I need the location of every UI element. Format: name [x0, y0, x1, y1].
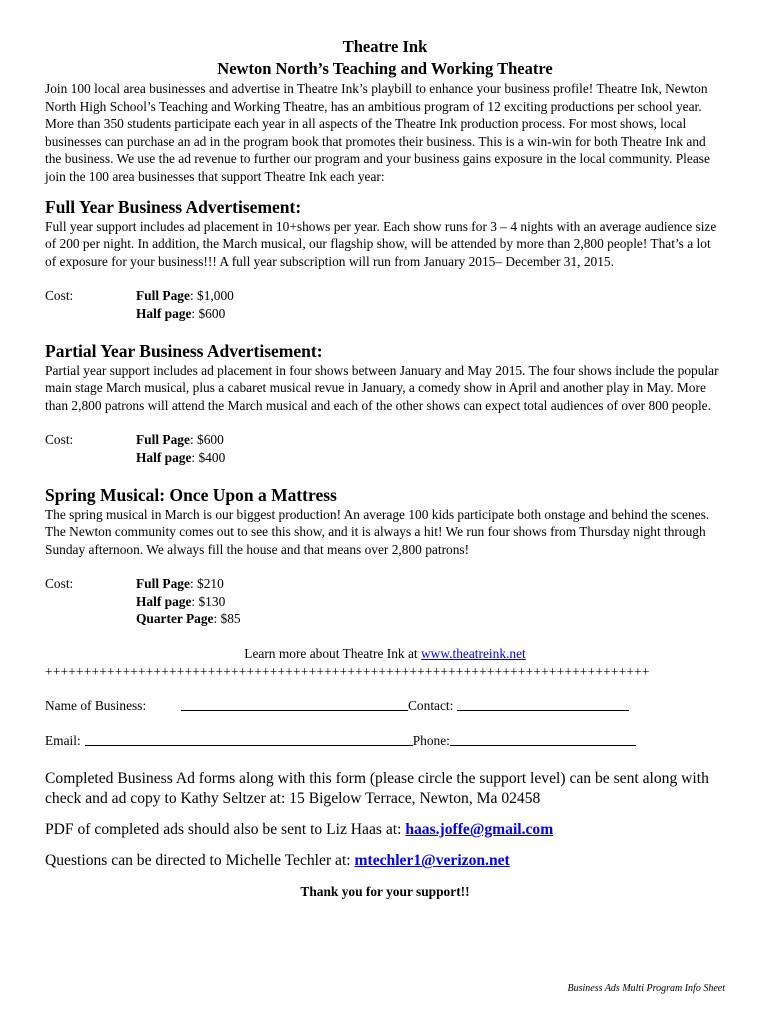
price-half-page: Half page: $600 — [136, 305, 226, 321]
price-half-page: Half page: $130 — [136, 593, 226, 609]
liz-haas-email-link[interactable]: haas.joffe@gmail.com — [405, 821, 554, 839]
email-field[interactable] — [85, 732, 413, 746]
price-half-page: Half page: $400 — [136, 449, 226, 465]
thank-you-text: Thank you for your support!! — [300, 884, 470, 900]
section-text-spring-musical: The spring musical in March is our biggest production! An average 100 kids participate both onstage and behind the scenes. The Newton community comes out to see this show, and it is always a hit! We run four shows from Thursday night through Sunday afternoon. We always fill the house and that means over 2,800 patrons! — [45, 506, 710, 557]
footer-caption: Business Ads Multi Program Info Sheet — [567, 983, 725, 994]
price-full-page: Full Page: $600 — [136, 432, 224, 448]
section-text-partial-year: Partial year support includes ad placement in four shows between January and May 2015. The four shows include the popular main stage March musical, plus a cabaret musical revue in January, a comedy show in April and another play in May. More than 2,800 patrons will attend the March musical and each of the other shows can expect total audiences of over 800 people. — [45, 362, 719, 413]
cost-label: Cost: — [45, 576, 74, 592]
learn-more-line: Learn more about Theatre Ink at www.theatreink.net — [244, 646, 526, 662]
pdf-instructions: PDF of completed ads should also be sent to Liz Haas at: haas.joffe@gmail.com — [45, 821, 554, 839]
cost-block-spring-musical — [45, 575, 725, 628]
cost-label: Cost: — [45, 432, 74, 448]
section-heading-spring-musical: Spring Musical: Once Upon a Mattress — [45, 484, 337, 505]
phone-label: Phone: — [412, 732, 450, 748]
completed-forms-instructions: Completed Business Ad forms along with this form (please circle the support level) can be sent along with check and ad copy to Kathy Seltzer at: 15 Bigelow Terrace, Newton, Ma 02458 — [45, 770, 709, 808]
questions-line: Questions can be directed to Michelle Techler at: mtechler1@verizon.net — [45, 852, 510, 870]
cost-block-partial-year — [45, 431, 725, 466]
price-full-page: Full Page: $210 — [136, 576, 224, 592]
business-name-label: Name of Business: — [45, 698, 147, 714]
section-heading-partial-year: Partial Year Business Advertisement: — [45, 340, 323, 361]
michelle-techler-email-link[interactable]: mtechler1@verizon.net — [354, 852, 510, 870]
section-heading-full-year: Full Year Business Advertisement: — [45, 196, 302, 217]
doc-subtitle: Newton North’s Teaching and Working Theatre — [217, 59, 553, 78]
contact-field[interactable] — [457, 697, 629, 711]
doc-title: Theatre Ink — [342, 37, 428, 56]
phone-field[interactable] — [450, 732, 636, 746]
business-contact-row — [45, 697, 725, 715]
contact-label: Contact: — [408, 698, 454, 714]
website-link[interactable]: www.theatreink.net — [421, 646, 526, 662]
intro-paragraph: Join 100 local area businesses and advertise in Theatre Ink’s playbill to enhance your business profile! Theatre Ink, Newton North High School’s Teaching and Working Theatre, has an ambitious program of 12 exciting productions per school year. More than 350 students participate each year in all aspects of the Theatre Ink production process. For most shows, local businesses can purchase an ad in the program book that promotes their business. This is a win-win for both Theatre Ink and the business. We use the ad revenue to further our program and your business gains exposure in the local community. Please join the 100 area businesses that support Theatre Ink each year: — [45, 81, 710, 184]
document-page — [45, 36, 725, 901]
business-name-field[interactable] — [181, 697, 408, 711]
separator-line: ++++++++++++++++++++++++++++++++++++++++++++++++++++++++++++++++++++++++++++++ — [45, 663, 650, 679]
email-phone-row — [45, 732, 725, 750]
cost-label: Cost: — [45, 288, 74, 304]
cost-block-full-year — [45, 287, 725, 322]
section-text-full-year: Full year support includes ad placement in 10+shows per year. Each show runs for 3 – 4 nights with an average audience size of 200 per night. In addition, the March musical, our flagship show, will be attended by more than 2,800 people! That’s a lot of exposure for your business!!! A full year subscription will run from January 2015– December 31, 2015. — [45, 218, 717, 269]
price-quarter-page: Quarter Page: $85 — [136, 611, 241, 627]
price-full-page: Full Page: $1,000 — [136, 288, 234, 304]
email-label: Email: — [45, 732, 81, 748]
